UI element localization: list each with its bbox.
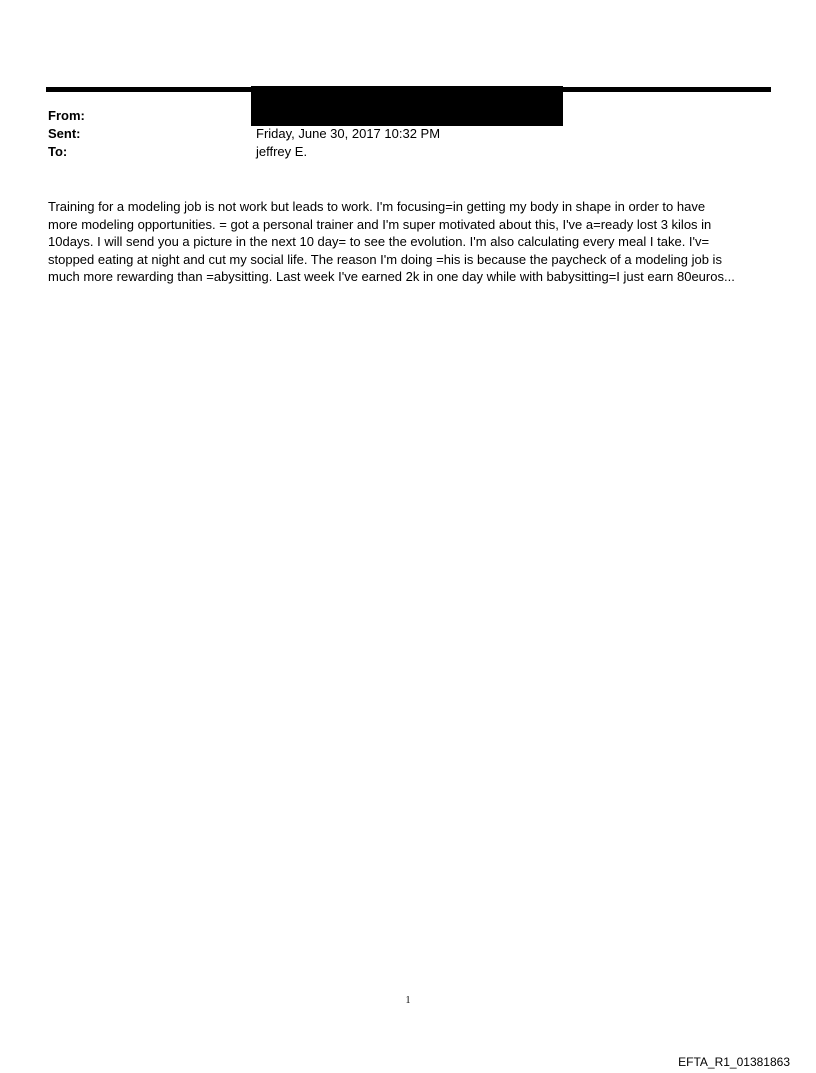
body-line-2: more modeling opportunities. = got a personal trainer and I'm super motivated about this, I've a=ready lost 3 kilos in bbox=[48, 216, 712, 232]
sent-label: Sent: bbox=[48, 126, 81, 141]
page-number: 1 bbox=[405, 995, 411, 1006]
sent-value: Friday, June 30, 2017 10:32 PM bbox=[256, 126, 441, 141]
redaction-box bbox=[251, 86, 563, 126]
email-body bbox=[48, 198, 778, 286]
document-id: EFTA_R1_01381863 bbox=[678, 1055, 790, 1069]
body-line-4: stopped eating at night and cut my social life. The reason I'm doing =his is because the paycheck of a modeling job is bbox=[48, 251, 722, 267]
body-line-3: 10days. I will send you a picture in the next 10 day= to see the evolution. I'm also calculating every meal I take. I'v= bbox=[48, 234, 710, 249]
to-value: jeffrey E. bbox=[256, 144, 308, 159]
to-label: To: bbox=[48, 144, 68, 159]
body-line-1: Training for a modeling job is not work but leads to work. I'm focusing=in getting my body in shape in order to have bbox=[48, 199, 706, 214]
body-line-5: much more rewarding than =abysitting. Last week I've earned 2k in one day while with babysitting=I just earn 80euros... bbox=[48, 269, 735, 284]
from-label: From: bbox=[48, 108, 85, 123]
